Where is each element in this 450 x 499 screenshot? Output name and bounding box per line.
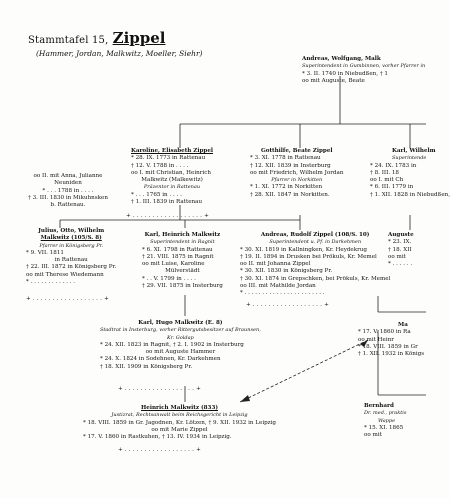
separator-3: + . . . . . . . . . . . . . . . . . . +	[246, 302, 329, 308]
person-marriage: oo mit	[364, 432, 382, 439]
person-birth-death: * 18. VIII. 1859 in Gr. Jagodnen, Kr. Lötzen, † 9. XII. 1932 in Leipzig	[83, 419, 277, 426]
person-occupation: Dr. med., praktis	[364, 410, 407, 417]
spouse-occupation: Pfarrer in Norkitten	[271, 177, 323, 184]
person-occupation: Superintendent in Gumbinnen, vorher Pfarrer in	[302, 63, 426, 70]
person-name: Julius, Otto, Wilhelm	[38, 228, 105, 234]
spouse-name: Malkwitz (Malkewitz)	[141, 177, 203, 184]
spouse-death: † 29. VII. 1875 in Insterburg	[142, 283, 223, 290]
person-birth: * 30. XI. 1819 in Kallningken, Kr. Heydekrug	[240, 246, 367, 253]
person-marriage: oo mit Auguste, Beate	[302, 77, 365, 84]
person-surname: Malkwitz (105/S. 8)	[40, 235, 102, 242]
person-occupation: Superintendent in Ragnit	[150, 239, 215, 246]
person-birth: * 3. XI. 1778 in Rattenau	[250, 155, 321, 162]
person-karl-wilhelm	[370, 148, 450, 199]
spouse-death: † 28. XII. 1847 in Norkitten.	[250, 191, 330, 198]
spouse-birth: * 1. XI. 1772 in Norkitten	[250, 184, 323, 191]
person-marriage: oo mit Marie Zippel	[151, 426, 208, 433]
person-occupation: Stadtrat in Insterburg, vorher Rittergutsbesitzer auf Braunsen,	[100, 327, 261, 334]
person-name: Andreas, Rudolf Zippel (108/S. 10)	[260, 232, 370, 238]
separator-5: + . . . . . . . . . . . . . . . . . . +	[118, 447, 201, 453]
spouse-birth: * . . . . . .	[388, 261, 413, 268]
person-birth: * . . . 1788 in . . . .	[42, 187, 94, 194]
spouse-birth-2: * . . . . . . . . . . . . . . . . . . . . . . .	[240, 290, 325, 297]
person-marriage: oo mit Luise, Karoline	[142, 261, 205, 268]
person-name: Auguste	[388, 232, 414, 238]
person-marriage-2: oo II. mit Johanna Zippel	[240, 261, 311, 268]
spouse-birth: * 24. X. 1824 in Sodehnen, Kr. Darkehmen	[100, 356, 221, 363]
person-name: Bernhard	[364, 403, 394, 409]
spouse-death: † 30. XI. 1874 in Grepschken, bei Prökuls, Kr. Memel	[240, 275, 391, 282]
person-birth: * 3. II. 1740 in Niebudßen, † 1	[302, 70, 388, 77]
spouse-death: † 18. XII. 1909 in Königsberg Pr.	[100, 363, 193, 370]
person-marriage: oo mit	[388, 253, 406, 260]
person-birth: * 17. V. 1860 in Ra	[358, 329, 411, 336]
person-marriage-3: oo III. mit Mathilde Jordan	[240, 283, 316, 290]
separator-2: + . . . . . . . . . . . . . . . . . . +	[26, 296, 109, 302]
spouse-birth: * 30. XII. 1830 in Königsberg Pr.	[240, 268, 333, 275]
person-andreas-wolfgang	[302, 56, 425, 85]
title-prefix: Stammtafel 15,	[28, 35, 109, 46]
person-name: Andreas, Wolfgang, Malk	[302, 56, 381, 62]
person-name: Karl, Wilhelm	[392, 148, 436, 154]
person-anna-julianne	[28, 173, 108, 209]
person-occupation: Justizrat, Rechtsanwalt beim Reichsgericht in Leipzig	[111, 412, 248, 419]
person-marriage: oo mit Friedrich, Wilhelm Jordan	[250, 169, 344, 176]
spouse-birth: * . . V. 1799 in . . . .	[142, 275, 196, 282]
person-death: † 8. III. 18	[370, 169, 399, 176]
person-death: † 3. III. 1830 in Mikuhnsken	[28, 194, 108, 201]
person-death: † 22. III. 1872 in Königsberg Pr.	[26, 264, 117, 271]
person-gotthilfe-beate	[250, 148, 343, 199]
marriage-line: oo II. mit Anna, Julianne	[33, 173, 103, 179]
person-birth: * 24. IX. 1783 in	[370, 162, 417, 169]
person-auguste-right	[388, 232, 414, 268]
title-family-name: Zippel	[112, 29, 166, 47]
page-title	[28, 29, 166, 47]
person-birth: * 6. XI. 1798 in Rattenau	[142, 246, 213, 253]
spouse-death: † 1. XII. 1828 in Niebudßen,	[370, 191, 450, 198]
person-name: Karoline, Elisabeth Zippel	[131, 148, 214, 154]
person-name: Karl, Heinrich Malkwitz	[144, 232, 221, 238]
person-death: † 19. II. 1894 in Drusken bei Prökuls, Kr. Memel	[240, 253, 377, 260]
person-karl-heinrich	[142, 232, 223, 290]
spouse-birth: * . . . 1765 in . . . .	[131, 191, 182, 198]
spouse-birth: * 6. III. 1779 in	[370, 184, 414, 191]
spouse-death: † 1. XII. 1932 in Königs	[358, 351, 425, 358]
person-death: † 21. VIII. 1875 in Ragnit	[142, 253, 214, 260]
person-name: Heinrich Malkwitz (833)	[141, 405, 218, 411]
person-karl-hugo	[100, 320, 261, 371]
person-marriage: oo mit Auguste Hammer	[145, 349, 216, 356]
person-death: † 12. XII. 1839 in Insterburg	[250, 162, 331, 169]
person-birth: * 9. VII. 1811	[26, 249, 64, 256]
person-note: Wappe	[378, 417, 396, 424]
person-marriage: oo I. mit Ch	[370, 177, 404, 184]
person-occupation: Superintende	[392, 155, 427, 162]
spouse-birth: * 18. VIII. 1859 in Gr	[358, 343, 418, 350]
person-marriage: oo I. mit Christian, Heinrich	[131, 169, 211, 176]
person-marriage: oo mit Therese Wiedemann	[26, 271, 104, 278]
person-birth-death: * 24. XII. 1823 in Ragnit, † 2. I. 1902 in Insterburg	[100, 341, 244, 348]
person-julius-otto	[26, 228, 116, 286]
person-marriage: oo mit Heinr	[358, 336, 394, 343]
person-birth-place: in Rattenau	[54, 257, 88, 264]
spouse-surname: Mülverstädt	[165, 268, 200, 275]
person-marie-right	[358, 322, 424, 358]
person-birth: * 28. IX. 1773 in Rattenau	[131, 155, 206, 162]
spouse-occupation: Präzentor in Rattenau	[143, 184, 201, 191]
person-name: Gotthilfe, Beate Zippel	[260, 148, 333, 154]
person-death: † 18. XII	[388, 246, 412, 253]
spouse-birth-death: * 17. V. 1860 in Rastkuhen, † 13. IV. 1934 in Leipzig.	[83, 434, 232, 441]
person-heinrich-malkwitz	[83, 405, 276, 441]
page-subtitle: (Hammer, Jordan, Malkwitz, Moeller, Siehr)	[36, 49, 203, 58]
person-death: † 12. V. 1788 in . . . .	[131, 162, 189, 169]
spouse-birth: * . . . . . . . . . . . . .	[26, 279, 76, 286]
spouse-surname: Neuniden	[54, 180, 82, 187]
person-name: Karl, Hugo Malkwitz (E. 8)	[138, 320, 223, 326]
person-occupation: Pfarrer in Königsberg Pr.	[39, 242, 104, 249]
person-death-place: b. Rattenau.	[50, 202, 86, 209]
spouse-death: † 1. III. 1839 in Rattenau	[131, 199, 203, 206]
person-birth: * 15. XI. 1865	[364, 424, 404, 431]
person-karoline-elisabeth	[131, 148, 213, 206]
person-name: Ma	[398, 322, 408, 328]
separator-1: + . . . . . . . . . . . . . . . . . . +	[126, 213, 209, 219]
person-bernhard	[364, 403, 406, 439]
person-occupation: Superintendent u. Pf. in Darkehmen	[269, 239, 362, 246]
person-birth: * 23. IX.	[388, 239, 412, 246]
person-andreas-rudolf	[240, 232, 390, 298]
person-occupation-place: Kr. Goldap	[167, 334, 194, 341]
separator-4: + . . . . . . . . . . . . . . . . . . +	[118, 386, 201, 392]
